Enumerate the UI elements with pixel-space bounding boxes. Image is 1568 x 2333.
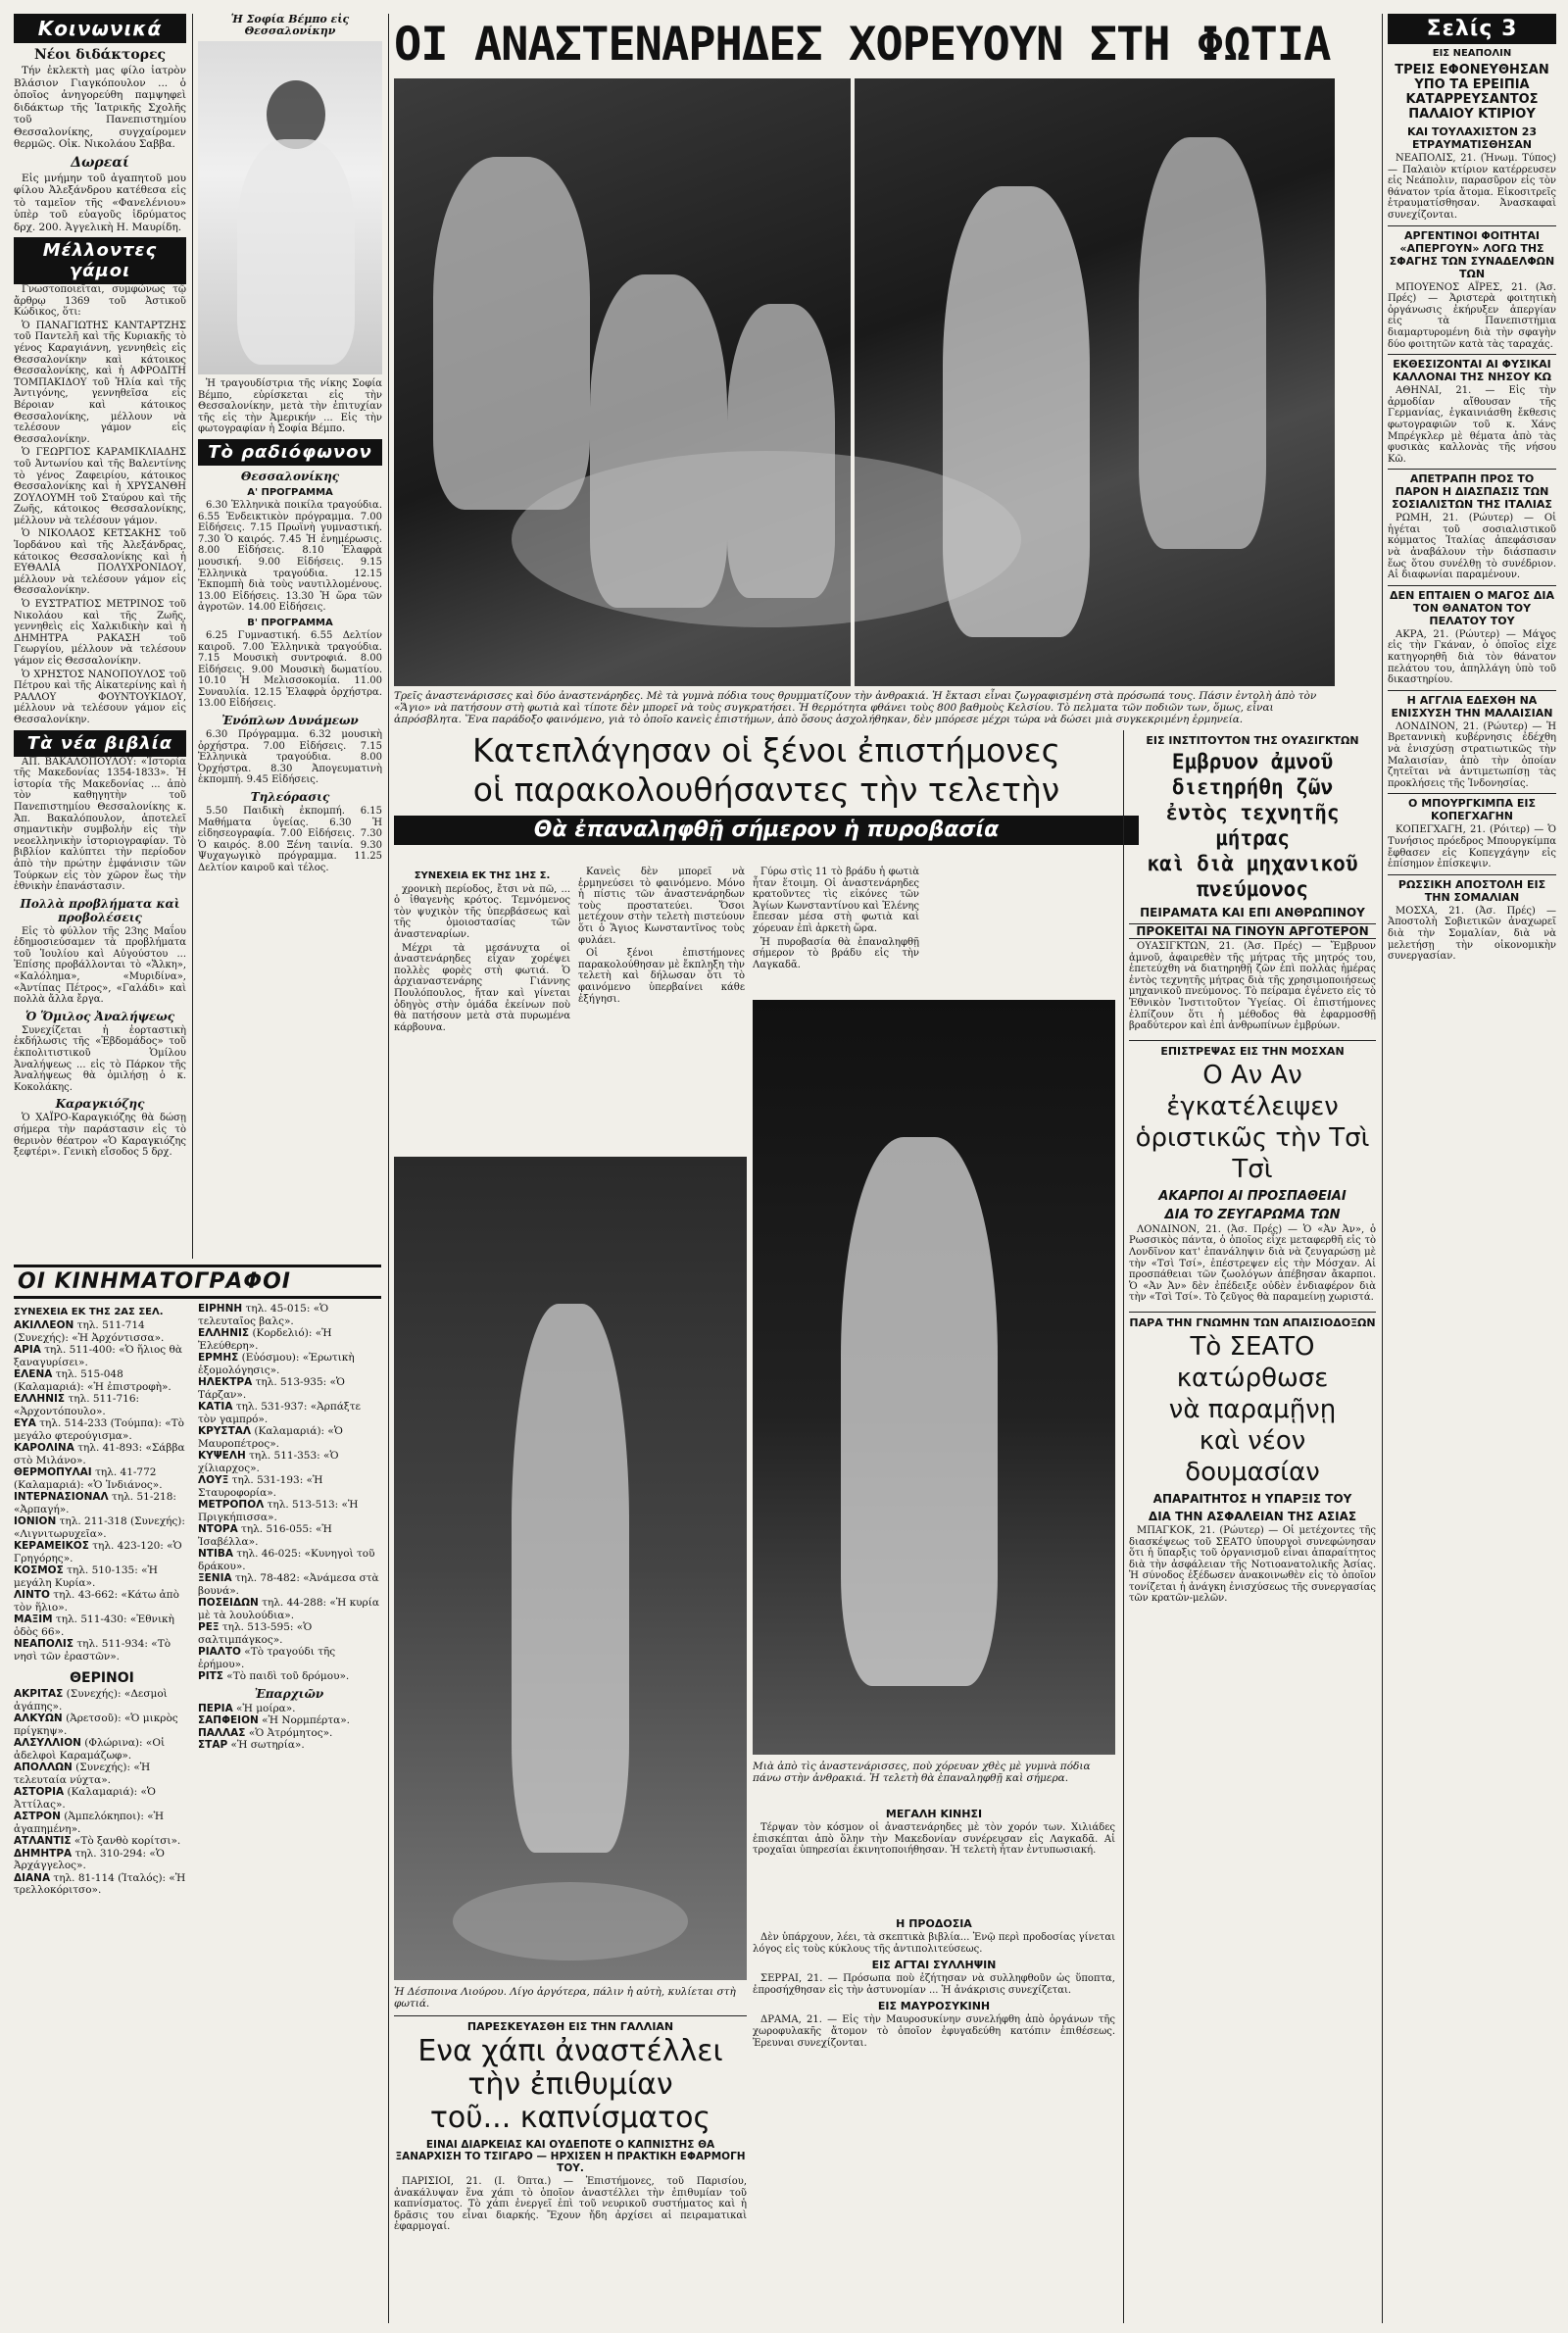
cinema-info: τηλ. 531-937: «Ἀρπάξτε τὸν γαμπρό». [198, 1401, 361, 1425]
vembo-photo [198, 41, 382, 374]
photo-2-caption: Ἡ Δέσποινα Λιούρου. Λίγο ἀργότερα, πάλιν ἡ αὐτὴ, κυλίεται στὴ φωτιά. [394, 1986, 736, 2010]
cinema-name: ΚΟΣΜΟΣ [14, 1564, 64, 1576]
cinema-name: ΛΙΝΤΟ [14, 1589, 50, 1601]
cinema-name: ΙΟΝΙΟΝ [14, 1515, 57, 1527]
pill-headline-2: τὴν ἐπιθυμίαν [467, 2067, 673, 2102]
cinema-listing [14, 1442, 190, 1466]
cinema-name: ΚΕΡΑΜΕΙΚΟΣ [14, 1540, 89, 1552]
cinema-listing [198, 1597, 380, 1621]
cinema-listing [198, 1523, 380, 1548]
cinema-info: τηλ. 44-288: «Ἡ κυρία μὲ τὰ λουλούδια». [198, 1597, 379, 1621]
cinema-list-a [14, 1319, 190, 1663]
polla-problimata-title: Πολλὰ προβλήματα καὶ προβολέσεις [20, 896, 180, 924]
cinema-listing [14, 1540, 190, 1564]
cinema-name: ΝΤΙΒΑ [198, 1548, 233, 1560]
cinema-name: ΚΑΡΟΛΙΝΑ [14, 1442, 74, 1454]
cinema-listing [198, 1714, 380, 1727]
cinema-name: ΠΕΡΙΑ [198, 1702, 233, 1714]
cinema-info: (Κορδελιό): «Ἡ Ἐλεύθερη». [198, 1327, 332, 1352]
cinema-info: τηλ. 211-318 (Συνεχής): «Λιγνιτωρυχεῖα». [14, 1515, 185, 1540]
kinimatografoi-header: ΟΙ ΚΙΝΗΜΑΤΟΓΡΑΦΟΙ [14, 1265, 381, 1299]
cinema-name: ΕΛΛΗΝΙΣ [198, 1327, 250, 1339]
cinema-name: ΑΚΙΛΛΕΟΝ [14, 1319, 74, 1331]
dorea-text: Εἰς μνήμην τοῦ ἀγαπητοῦ μου φίλου Ἀλεξάνδρου κατέθεσα εἰς τὸ ταμεῖον τῆς «Φανελένιου» ὑπὲρ τοῦ εὐαγοῦς ἱδρύματος δρχ. 200. Ἀγγελικὴ Η. Μαυρίδη. [14, 172, 186, 233]
ekthesis-headline: ΕΚΘΕΣΙΖΟΝΤΑΙ ΑΙ ΦΥΣΙΚΑΙ ΚΑΛΛΟΝΑΙ ΤΗΣ ΝΗΣΟΥ ΚΩ [1388, 354, 1556, 383]
cinema-info: τηλ. 511-934: «Τὸ νησὶ τῶν ἐραστῶν». [14, 1638, 172, 1663]
therinoi-title: ΘΕΡΙΝΟΙ [70, 1670, 134, 1686]
firewalk-photo-3 [753, 1000, 1115, 1755]
cinema-name: ΑΚΡΙΤΑΣ [14, 1688, 64, 1700]
italy-headline: ΑΠΕΤΡΑΠΗ ΠΡΟΣ ΤΟ ΠΑΡΟΝ Η ΔΙΑΣΠΑΣΙΣ ΤΩΝ ΣΟΣΙΑΛΙΣΤΩΝ ΤΗΣ ΙΤΑΛΙΑΣ [1388, 469, 1556, 511]
dynameon-title: Ἐνόπλων Δυνάμεων [221, 714, 359, 728]
seato-headline-2: νὰ παραμῇνῃ [1168, 1394, 1337, 1424]
cinema-info: τηλ. 511-353: «Ὁ χίλιαρχος». [198, 1450, 339, 1474]
cinema-listing [198, 1572, 380, 1597]
col2 [198, 14, 382, 1259]
radio-program-b-text: 6.25 Γυμναστική. 6.55 Δελτίον καιροῦ. 7.00 Ἑλληνικὰ τραγούδια. 7.15 Μουσικὴ συντροφιά. 8.00 Εἰδήσεις. 9.00 Μουσικὴ δωματίου. 10.10 Ἡ Μελισσοκομία. 11.00 Συναυλία. 12.15 Ἐλαφρὰ ὀρχήστρα. 13.00 Εἰδήσεις. [198, 629, 382, 710]
cinema-listing [198, 1670, 380, 1683]
pill-kicker: ΠΑΡΕΣΚΕΥΑΣΘΗ ΕΙΣ ΤΗΝ ΓΑΛΛΙΑΝ [466, 2020, 674, 2033]
cinema-info: τηλ. 516-055: «Ἡ Ἰσαβέλλα». [198, 1523, 332, 1548]
radio-header: Τὸ ραδιόφωνον [198, 439, 382, 466]
cinema-info: «Τὸ ξανθὸ κορίτσι». [74, 1835, 181, 1847]
cinema-info: τηλ. 51-218: «Ἀρπαγή». [14, 1491, 176, 1515]
cinema-info: τηλ. 515-048 (Καλαμαριά): «Ἡ ἐπιστροφὴ». [14, 1368, 172, 1393]
cinema-info: «Ἡ Νορμπέρτα». [262, 1714, 351, 1726]
cinema-list-b [198, 1303, 380, 1683]
cinema-info: τηλ. 531-193: «Ἡ Σταυροφορία». [198, 1474, 323, 1499]
col5 [1129, 730, 1376, 2323]
omilos-text: Συνεχίζεται ἡ ἑορταστικὴ ἐκδήλωσις τῆς «Ἑβδομάδος» τοῦ ἐκπολιτιστικοῦ Ὁμίλου Ἀναλήψεως ... εἰς τὸ Πάρκον τῆς Ἀναλήψεως θὰ ὁμιλήσῃ ὁ κ. Κοκολάκης. [14, 1024, 186, 1093]
napoli-text: ΝΕΑΠΟΛΙΣ, 21. (Ἡνωμ. Τύπος) — Παλαιὸν κτίριον κατέρρευσεν εἰς Νεάπολιν, παρασῦρον εἰς τὸν θάνατον τρία ἄτομα. Εἰκοσιτρεῖς ἐτραυματίσθησαν. Ἀνασκαφαὶ συνεχίζονται. [1388, 153, 1556, 221]
cinema-listing [14, 1368, 190, 1393]
cinema-info: τηλ. 81-114 (Ἰταλός): «Ἡ τρελλοκόριτσο». [14, 1871, 186, 1896]
cinema-listing [14, 1466, 190, 1491]
neoi-didaktores-title: Νέοι διδάκτορες [33, 47, 167, 63]
prodosia-text: Δὲν ὑπάρχουν, λέει, τὰ σκεπτικὰ βιβλία... Ἐνῷ περὶ προδοσίας γίνεται λόγος εἰς τοὺς κύκλους τῆς ἀντιπολιτεύσεως. [753, 1932, 1115, 1955]
polla-problimata-text: Εἰς τὸ φύλλον τῆς 23ης Μαΐου ἐδημοσιεύσαμεν τὰ προβλήματα τοῦ Ἰουλίου καὶ Αὐγούστου ... Ἐπίσης προβάλλονται τὸ «Ἄλκη», «Καλόλημα», «Μυριδίνα», «Ἀντίπας Πέτρος», «Γαλάδι» καὶ πολλὰ ἄλλα ἔργα. [14, 925, 186, 1006]
right-column [1388, 14, 1556, 2323]
firewalk-photo-2 [394, 1157, 747, 1980]
cinema-name: ΜΑΞΙΜ [14, 1613, 53, 1625]
cinema-listing [14, 1589, 190, 1613]
cinema-name: ΚΡΥΣΤΑΛ [198, 1425, 252, 1437]
cinema-name: ΛΟΥΞ [198, 1474, 229, 1486]
cinema-list-therinoi [14, 1688, 190, 1897]
page-badge: Σελίς 3 [1388, 14, 1556, 44]
cinema-listing [198, 1352, 380, 1376]
cinema-listing [14, 1613, 190, 1638]
cinema-info: (Συνεχής): «Ἡ τελευταία νύχτα». [14, 1762, 151, 1786]
cinema-listing [198, 1450, 380, 1474]
moscow-text: ΛΟΝΔΙΝΟΝ, 21. (Ἀσ. Πρές) — Ὁ «Ἀν Ἀν», ὁ Ρωσσικὸς πάντα, ὁ ὁποῖος εἶχε μεταφερθῆ εἰς τὸ Λονδῖνον κατ' ἐπανάληψιν διὰ νὰ ζευγαρώσῃ μὲ τὴν «Τσὶ Τσί», ἐπέστρεψεν εἰς τὴν Μόσχαν. Αἱ προσπάθειαι τῶν ζωολόγων ἀπέβησαν ἄκαρποι. Ὁ «Ἀν Ἀν» δὲν ἐπέδειξε οὐδὲν ἐνδιαφέρον διὰ τὴν «Τσὶ Τσί». Τὸ ζεῦγος θὰ παραμείνῃ χωριστά. [1129, 1223, 1376, 1304]
cinema-listing [14, 1713, 190, 1737]
cinema-listing [14, 1515, 190, 1540]
italy-text: ΡΩΜΗ, 21. (Ρώυτερ) — Οἱ ἡγέται τοῦ σοσιαλιστικοῦ κόμματος Ἰταλίας ἀπεφάσισαν νὰ ἀναβάλουν τὴν διάσπασιν ἕως ὅτου συνέλθῃ τὸ συνέδριον. Αἱ διαφωνίαι παραμένουν. [1388, 513, 1556, 581]
seato-kicker: ΠΑΡΑ ΤΗΝ ΓΝΩΜΗΝ ΤΩΝ ΑΠΑΙΣΙΟΔΟΞΩΝ [1129, 1312, 1376, 1329]
firewalk-article-col3: Γύρω στὶς 11 τὸ βράδυ ἡ φωτιὰ ἦταν ἕτοιμη. Οἱ ἀναστενάρηδες κρατοῦντες τὶς εἰκόνες τῶν Ἁγίων Κωνσταντίνου καὶ Ἑλένης ἔπεσαν μέσα στὴ φωτιὰ καὶ χόρευαν ἐπὶ ἀρκετὴ ὥρα. Ἡ πυροβασία θὰ ἐπαναληφθῇ σήμερον τὸ βράδυ εἰς τὴν Λαγκαδᾶ. [753, 867, 919, 970]
vembo-caption: Ἡ τραγουδίστρια τῆς νίκης Σοφία Βέμπο, εὑρίσκεται εἰς τὴν Θεσσαλονίκην, μετὰ τὴν ἐπιτυχίαν τῆς εἰς τὴν Ἀμερικήν ... Εἰς τὴν φωτογραφίαν ἡ Σοφία Βέμπο. [198, 378, 382, 435]
agtai-text: ΣΕΡΡΑΙ, 21. — Πρόσωπα ποὺ ἐζήτησαν νὰ συλληφθοῦν ὡς ὕποπτα, ἐπροσήχθησαν εἰς τὴν ἀστυνομίαν ... Ἡ ἀνάκρισις συνεχίζεται. [753, 1973, 1115, 1996]
cinema-info: τηλ. 423-120: «Ὁ Γρηγόρης». [14, 1540, 182, 1564]
cinema-listing [14, 1737, 190, 1762]
cinema-listing [198, 1548, 380, 1572]
cinema-info: τηλ. 511-714 (Συνεχής): «Ἡ Ἀρχόντισσα». [14, 1319, 165, 1344]
napoli-sub: ΚΑΙ ΤΟΥΛΑΧΙΣΤΟΝ 23 ΕΤΡΑΥΜΑΤΙΣΘΗΣΑΝ [1406, 125, 1538, 151]
cinema-name: ΑΛΚΥΩΝ [14, 1713, 63, 1724]
cinemas-col-b [198, 1303, 380, 1897]
cinema-info: τηλ. 511-430: «Ἐθνικὴ ὁδὸς 66». [14, 1613, 174, 1638]
cinema-name: ΠΑΛΛΑΣ [198, 1726, 246, 1739]
seato-sub-2: ΔΙΑ ΤΗΝ ΑΣΦΑΛΕΙΑΝ ΤΗΣ ΑΣΙΑΣ [1148, 1509, 1357, 1523]
cinema-info: (Ἀμπελόκηποι): «Ἡ ἀγαπημένη». [14, 1811, 165, 1835]
omilos-title: Ὁ Ὅμιλος Ἀναλήψεως [24, 1009, 174, 1023]
megali-kinisi-text: Τέρψαν τὸν κόσμον οἱ ἀναστενάρηδες μὲ τὸν χορόν των. Χιλιάδες ἐπισκέπται ἀπὸ ὅλην τὴν Μακεδονίαν συνέρευσαν εἰς Λαγκαδᾶ. Αἱ τροχαῖαι ὑπηρεσίαι ἐκινητοποιήθησαν. Ἡ τελετὴ ἦταν ἐντυπωσιακή. [753, 1822, 1115, 1857]
prodosia-title: Η ΠΡΟΔΟΣΙΑ [896, 1917, 972, 1930]
firewalk-continuation: ΣΥΝΕΧΕΙΑ ΕΚ ΤΗΣ 1ΗΣ Σ. [414, 870, 551, 881]
embryo-headline-1: Εμβρυον ἀμνοῦ διετηρήθη ζῶν [1171, 750, 1334, 799]
cinema-listing [198, 1303, 380, 1327]
cinema-info: (Καλαμαριά): «Ὁ Μαυροπέτρος». [198, 1425, 343, 1450]
cinema-info: «Ἡ μοίρα». [236, 1702, 296, 1714]
cinema-info: (Συνεχής): «Δεσμοὶ ἀγάπης». [14, 1688, 168, 1713]
cinema-info: τηλ. 511-716: «Ἀρχοντόπουλο». [14, 1393, 140, 1417]
cinema-name: ΡΙΑΛΤΟ [198, 1646, 241, 1658]
malaysia-headline: Η ΑΓΓΛΙΑ ΕΔΕΧΘΗ ΝΑ ΕΝΙΣΧΥΣΗ ΤΗΝ ΜΑΛΑΙΣΙΑΝ [1388, 690, 1556, 720]
dynameon-text: 6.30 Πρόγραμμα. 6.32 μουσικὴ ὀρχήστρα. 7.00 Εἰδήσεις. 7.15 Ἑλληνικὰ τραγούδια. 8.00 Ὀρχήστρα. 8.30 Ἀπογευματινὴ ἐκπομπή. 9.45 Εἰδήσεις. [198, 729, 382, 786]
cinema-listing [14, 1564, 190, 1589]
russia-headline: ΡΩΣΣΙΚΗ ΑΠΟΣΤΟΛΗ ΕΙΣ ΤΗΝ ΣΟΜΑΛΙΑΝ [1388, 874, 1556, 904]
cinema-info: «Τὸ τραγούδι τῆς ἐρήμου». [198, 1646, 336, 1670]
cinema-name: ΚΑΤΙΑ [198, 1401, 233, 1413]
cinema-name: ΡΙΤΣ [198, 1670, 223, 1682]
moscow-sub-1: ΑΚΑΡΠΟΙ ΑΙ ΠΡΟΣΠΑΘΕΙΑΙ [1158, 1188, 1347, 1204]
karagkiozis-title: Καραγκιόζης [55, 1097, 145, 1112]
cinema-name: ΔΙΑΝΑ [14, 1871, 51, 1884]
mavrosykini-text: ΔΡΑΜΑ, 21. — Εἰς τὴν Μαυροσυκίνην συνελήφθη ἀπὸ ὀργάνων τῆς χωροφυλακῆς ἄτομον τὸ ὁποῖον ἐφυγαδεύθη κατόπιν ἐπιθέσεως. Ἐρευναι συνεχίζονται. [753, 2014, 1115, 2049]
cinema-info: τηλ. 510-135: «Ἡ μεγάλη Κυρία». [14, 1564, 158, 1589]
cinema-listing [14, 1344, 190, 1368]
photo-3-caption: Μιὰ ἀπὸ τὶς ἀναστενάρισσες, ποὺ χόρευαν χθὲς μὲ γυμνὰ πόδια πάνω στὴν ἀνθρακιά. Ἡ τελετὴ θὰ ἐπαναληφθῇ καὶ σήμερα. [753, 1761, 1091, 1784]
cinema-info: (Καλαμαριά): «Ὁ Ἀττίλας». [14, 1786, 156, 1811]
pill-subheadline: ΕΙΝΑΙ ΔΙΑΡΚΕΙΑΣ ΚΑΙ ΟΥΔΕΠΟΤΕ Ο ΚΑΠΝΙΣΤΗΣ ΘΑ ΞΑΝΑΡΧΙΣΗ ΤΟ ΤΣΙΓΑΡΟ — ΗΡΧΙΣΕΝ Η ΠΡΑΚΤΙΚΗ ΕΦΑΡΜΟΓΗ ΤΟΥ. [395, 2139, 746, 2174]
cinema-listing [14, 1762, 190, 1786]
cinema-name: ΜΕΤΡΟΠΟΛ [198, 1499, 265, 1511]
karagkiozis-text: Ὁ ΧΑΪΡΟ-Καραγκιόζης θὰ δώσῃ σήμερα τὴν παράστασιν εἰς τὸ θερινὸν θέατρον «Ὁ Καραγκιόζης ξεφτέρι». Γενικὴ εἴσοδος 5 δρχ. [14, 1113, 186, 1159]
cinema-name: ΚΥΨΕΛΗ [198, 1450, 246, 1462]
cinema-listing [14, 1872, 190, 1897]
embryo-text: ΟΥΑΣΙΓΚΤΩΝ, 21. (Ἀσ. Πρές) — Ἔμβρυον ἀμνοῦ, ἀφαιρεθὲν τῆς μήτρας τῆς μητρός του, ἐπετεύχθη νὰ διατηρηθῇ ζῶν ἐπὶ πολλὰς ἡμέρας ἐντὸς τεχνητῆς μήτρας διὰ τῆς χρησιμοποιήσεως μηχανικοῦ πνεύμονος. Τὸ πείραμα ἐγένετο εἰς τὸ Ἐθνικὸν Ἰνστιτοῦτον Ὑγείας. Οἱ ἐπιστήμονες ἐλπίζουν ὅτι ἡ μέθοδος θὰ ἐφαρμοσθῇ βραδύτερον καὶ ἐπὶ ἀνθρωπίνων ἐμβρύων. [1129, 941, 1376, 1032]
cinema-info: (Ἀρετσοῦ): «Ὁ μικρὸς πρίγκηψ». [14, 1713, 178, 1737]
cinema-info: «Ἡ σωτηρία». [230, 1739, 305, 1751]
cinema-info: «Τὸ παιδὶ τοῦ δρόμου». [226, 1670, 350, 1682]
cinema-listing [14, 1848, 190, 1872]
cinema-listing [198, 1474, 380, 1499]
tileorasis-text: 5.50 Παιδικὴ ἐκπομπή. 6.15 Μαθήματα ὑγείας. 6.30 Ἡ εἰδησεογραφία. 7.00 Εἰδήσεις. 7.30 Ὁ καιρός. 8.00 Ξένη ταινία. 9.30 Ψυχαγωγικὸ πρόγραμμα. 11.25 Δελτίον καιροῦ καὶ τέλος. [198, 806, 382, 873]
cinema-name: ΘΕΡΜΟΠΥΛΑΙ [14, 1466, 92, 1478]
cinema-name: ΑΣΤΟΡΙΑ [14, 1786, 65, 1798]
magos-headline: ΔΕΝ ΕΠΤΑΙΕΝ Ο ΜΑΓΟΣ ΔΙΑ ΤΟΝ ΘΑΝΑΤΟΝ ΤΟΥ ΠΕΛΑΤΟΥ ΤΟΥ [1388, 585, 1556, 627]
scientists-headline-1: Κατεπλάγησαν οἱ ξένοι ἐπιστήμονες [471, 731, 1061, 769]
embryo-headline-3: καὶ διὰ μηχανικοῦ πνεύμονος [1147, 852, 1358, 901]
cinema-name: ΝΕΑΠΟΛΙΣ [14, 1638, 74, 1650]
pill-headline-1: Ενα χάπι ἀναστέλλει [417, 2034, 723, 2068]
magos-text: ΑΚΡΑ, 21. (Ρώυτερ) — Μάγος εἰς τὴν Γκάναν, ὁ ὁποῖος εἶχε κατηγορηθῆ διὰ τὸν θάνατον πελάτου του, ἀπηλλάγη ὑπὸ τοῦ δικαστηρίου. [1388, 628, 1556, 686]
russia-text: ΜΟΣΧΑ, 21. (Ἀσ. Πρές) — Ἀποστολὴ Σοβιετικῶν ἀναχωρεῖ διὰ τὴν Σομαλίαν, διὰ νὰ μελετήσῃ τὴν οἰκονομικὴν συνεργασίαν. [1388, 905, 1556, 963]
cinema-name: ΙΝΤΕΡΝΑΣΙΟΝΑΛ [14, 1491, 109, 1503]
cinema-name: ΑΠΟΛΛΩΝ [14, 1762, 73, 1773]
scientists-headline-2: οἱ παρακολουθήσαντες τὴν τελετὴν [472, 770, 1060, 809]
cinema-name: ΕΛΛΗΝΙΣ [14, 1393, 66, 1405]
cinema-name: ΝΤΟΡΑ [198, 1523, 238, 1535]
cinema-info: «Ὁ Ἀτρόμητος». [248, 1726, 333, 1739]
firewalk-article-col1: ΣΥΝΕΧΕΙΑ ΕΚ ΤΗΣ 1ΗΣ Σ. χρονικὴ περίοδος, ἔτσι νὰ πῶ, ... ὁ ἰθαγενὴς κρότος. Τεμνόμενος τὸν ψυχικὸν τῆς ὑπερβάσεως καὶ τῆς ὁμοιοστασίας τῶν ἀναστεναρίων. Μέχρι τὰ μεσάνυχτα οἱ ἀναστενάρηδες εἶχαν χορέψει πολλὲς φορὲς στὴ φωτιά. Ὁ ἀρχιαναστενάρης Γιάννης Πουλόπουλος, ἤταν καὶ γίνεται ὁδηγὸς στὴν ὁμάδα ἐκείνων ποὺ θὰ πατήσουν μετὰ στὰ πυρωμένα κάρβουνα. [394, 870, 570, 1033]
cinema-info: τηλ. 45-015: «Ὁ τελευταῖος βαλς». [198, 1303, 329, 1327]
cinema-name: ΑΡΙΑ [14, 1344, 41, 1356]
cinema-info: τηλ. 41-893: «Σάββα στὸ Μιλάνο». [14, 1442, 185, 1466]
cinema-name: ΑΛΣΥΛΛΙΟΝ [14, 1737, 81, 1749]
radio-thess: Θεσσαλονίκης [240, 469, 340, 483]
cinema-listing [198, 1703, 380, 1715]
cinema-info: τηλ. 514-233 (Τούμπα): «Τὸ μεγάλο φτερούγισμα». [14, 1417, 184, 1442]
embryo-kicker: ΕΙΣ ΙΝΣΤΙΤΟΥΤΟΝ ΤΗΣ ΟΥΑΣΙΓΚΤΩΝ [1146, 734, 1359, 747]
cinema-name: ΕΛΕΝΑ [14, 1368, 53, 1380]
copenhagen-headline: Ο ΜΠΟΥΡΓΚΙΜΠΑ ΕΙΣ ΚΟΠΕΓΧΑΓΗΝ [1388, 793, 1556, 822]
cinema-name: ΕΡΜΗΣ [198, 1352, 239, 1364]
cinema-listing [198, 1376, 380, 1401]
agtai-story [753, 1913, 1115, 2110]
radio-program-a-text: 6.30 Ἑλληνικὰ ποικίλα τραγούδια. 6.55 Ἐνδεικτικὸν πρόγραμμα. 7.00 Εἰδήσεις. 7.15 Πρωϊνὴ γυμναστική. 7.30 Ὁ καιρός. 7.45 Ἡ ἐνημέρωσις. 8.00 Εἰδήσεις. 8.10 Ἐλαφρὰ μουσική. 9.00 Εἰδήσεις. 9.15 Ἑλληνικὰ τραγούδια. 12.15 Ἐκπομπὴ διὰ τοὺς ναυτιλλομένους. 13.00 Εἰδήσεις. 13.30 Ἡ ὥρα τῶν ἀγροτῶν. 14.00 Εἰδήσεις. [198, 499, 382, 614]
firewalk-photo-main [394, 78, 1335, 686]
cinema-name: ΗΛΕΚΤΡΑ [198, 1376, 253, 1388]
eparchion-title: Ἐπαρχιῶν [254, 1686, 324, 1701]
argentina-text: ΜΠΟΥΕΝΟΣ ΑΪΡΕΣ, 21. (Ἀσ. Πρές) — Ἀριστερὰ φοιτητικὴ ὀργάνωσις ἐκήρυξεν ἀπεργίαν εἰς τὰ Πανεπιστήμια διαμαρτυρομένη διὰ τὴν σφαγὴν δύο φοιτητῶν κατὰ τὰς ταραχάς. [1388, 281, 1556, 350]
divider [388, 14, 389, 2323]
scientists-headline [394, 731, 1139, 859]
argentina-headline: ΑΡΓΕΝΤΙΝΟΙ ΦΟΙΤΗΤΑΙ «ΑΠΕΡΓΟΥΝ» ΛΟΓΩ ΤΗΣ ΣΦΑΓΗΣ ΤΩΝ ΣΥΝΑΔΕΛΦΩΝ ΤΩΝ [1388, 225, 1556, 280]
cinema-listing [14, 1688, 190, 1713]
cinema-listing [198, 1739, 380, 1752]
firewalk-photo-caption: Τρεῖς ἀναστενάρισσες καὶ δύο ἀναστενάρηδες. Μὲ τὰ γυμνὰ πόδια τους θρυμματίζουν τὴν ἀνθρακιά. Ἡ ἔκτασι εἶναι ζωγραφισμένη στὰ πρόσωπά τους. Πάσιν ἐντολὴ ἀπὸ τὸν «Ἅγιο» νὰ πατήσουν στὴ φωτιὰ καὶ τίποτε δὲν μπορεῖ νὰ τοὺς συγκρατήσει. Ἡ θερμότητα φθάνει τοὺς 800 βαθμοὺς Κελσίου. Τὸ πελματα τῶν ποδιῶν των, ὅμως, εἶναι ἀπρόσβλητα. Ἕνα παράδοξο φαινόμενο, γιὰ τὸ ὁποῖο κανεὶς ἐπιστήμων, ἀπὸ ὅσους ἀσχολήθηκαν, δὲν μπόρεσε μέχρι τώρα νὰ δώσει μιὰ συγκεκριμένη ἑρμηνεία. [394, 690, 1317, 725]
cinema-info: τηλ. 41-772 (Καλαμαριά): «Ὁ Ἰνδιάνος». [14, 1466, 163, 1491]
cinema-name: ΞΕΝΙΑ [198, 1572, 232, 1584]
cinema-listing [198, 1401, 380, 1425]
divider [192, 14, 193, 1259]
megali-kinisi [753, 1804, 1115, 1911]
cinema-info: τηλ. 513-935: «Ὁ Τάρζαν». [198, 1376, 345, 1401]
cinema-name: ΣΑΠΦΕΙΟΝ [198, 1714, 259, 1726]
cinema-listing [14, 1393, 190, 1417]
moscow-sub-2: ΔΙΑ ΤΟ ΖΕΥΓΑΡΩΜΑ ΤΩΝ [1164, 1207, 1341, 1222]
vembo-photo-title: Ἡ Σοφία Βέμπο εἰς Θεσσαλονίκην [230, 13, 350, 37]
radio-program-b: Β' ΠΡΟΓΡΑΜΜΑ [247, 617, 333, 628]
cinema-name: ΕΥΑ [14, 1417, 36, 1429]
cinema-list-eparchion [198, 1703, 380, 1752]
cinema-listing [198, 1621, 380, 1646]
cinema-listing [14, 1835, 190, 1848]
cinema-name: ΡΕΞ [198, 1621, 220, 1633]
cinema-name: ΣΤΑΡ [198, 1739, 228, 1751]
dorea-title: Δωρεαί [71, 154, 129, 171]
cinema-listing [14, 1417, 190, 1442]
tileorasis-title: Τηλεόρασις [250, 790, 330, 805]
napoli-headline: ΤΡΕΙΣ ΕΦΟΝΕΥΘΗΣΑΝ ΥΠΟ ΤΑ ΕΡΕΙΠΙΑ ΚΑΤΑΡΡΕΥΣΑΝΤΟΣ ΠΑΛΑΙΟΥ ΚΤΙΡΙΟΥ [1395, 63, 1549, 122]
cinema-listing [198, 1499, 380, 1523]
napoli-title: ΕΙΣ ΝΕΑΠΟΛΙΝ [1432, 48, 1512, 59]
cinema-listing [198, 1646, 380, 1670]
copenhagen-text: ΚΟΠΕΓΧΑΓΗ, 21. (Ρόιτερ) — Ὁ Τυνήσιος πρόεδρος Μπουργκίμπα ἔφθασεν εἰς Κοπεγχάγην εἰς ἐπίσημον ἐπίσκεψιν. [1388, 824, 1556, 870]
neoi-didaktores-text: Τήν ἐκλεκτὴ μας φίλο ἰατρὸν Βλάσιον Γιαγκόπουλον ... ὁ ὁποῖος ἀνηγορεύθη παμψηφεὶ διδάκτωρ τῆς Ἰατρικῆς Σχολῆς τοῦ Πανεπιστημίου Θεσσαλονίκης, συγχαίρομεν θερμῶς. Οἰκ. Νικολάου Σαββα. [14, 65, 186, 150]
cinema-name: ΑΣΤΡΟΝ [14, 1811, 61, 1822]
radio-program-a: Α' ΠΡΟΓΡΑΜΜΑ [247, 486, 333, 498]
embryo-sub-2: ΠΡΟΚΕΙΤΑΙ ΝΑ ΓΙΝΟΥΝ ΑΡΓΟΤΕΡΟΝ [1129, 923, 1376, 939]
seato-text: ΜΠΑΓΚΟΚ, 21. (Ρώυτερ) — Οἱ μετέχοντες τῆς διασκέψεως τοῦ ΣΕΑΤΟ ὑπουργοὶ συνεφώνησαν ὅτι ἡ ὕπαρξις τοῦ ὀργανισμοῦ εἶναι ἀπαραίτητος διὰ τὴν ἀσφάλειαν τῆς Νοτιοανατολικῆς Ἀσίας. Ἡ σύνοδος ἐξέδωσεν ἀνακοινωθὲν εἰς τὸ ὁποῖον τονίζεται ἡ ἀνάγκη ἐνισχύσεως τῆς συνεργασίας τῶν κρατῶν-μελῶν. [1129, 1524, 1376, 1605]
divider [1123, 730, 1124, 2323]
divider [1382, 14, 1383, 2323]
cinema-listing [198, 1327, 380, 1352]
seato-headline-3: καὶ νέον δουμασίαν [1185, 1425, 1320, 1487]
cinema-listing [198, 1727, 380, 1740]
moscow-kicker: ΕΠΙΣΤΡΕΨΑΣ ΕΙΣ ΤΗΝ ΜΟΣΧΑΝ [1129, 1040, 1376, 1058]
main-headline: ΟΙ ΑΝΑΣΤΕΝΑΡΗΔΕΣ ΧΟΡΕΥΟΥΝ ΣΤΗ ΦΩΤΙΑ [394, 18, 1331, 72]
cinema-listing [14, 1811, 190, 1835]
megali-kinisi-title: ΜΕΓΑΛΗ ΚΙΝΗΣΙ [885, 1808, 983, 1820]
moscow-headline-1: Ο Αν Αν ἐγκατέλειψεν [1166, 1060, 1339, 1121]
cinema-info: τηλ. 511-400: «Ὁ ἥλιος θὰ ξαναγυρίσει». [14, 1344, 182, 1368]
agtai-title: ΕΙΣ ΑΓΤΑΙ ΣΥΛΛΗΨΙΝ [871, 1959, 997, 1972]
pill-text: ΠΑΡΙΣΙΟΙ, 21. (Ι. Όπτα.) — Ἐπιστήμονες, τοῦ Παρισίου, ἀνακάλυψαν ἕνα χάπι τὸ ὁποῖον ἀναστέλλει τὴν ἐπιθυμίαν τοῦ καπνίσματος. Τὸ χάπι ἐνεργεῖ ἐπὶ τοῦ νευρικοῦ συστήματος καὶ ἡ δρᾶσις του εἶναι διαρκής. Ἔχουν ἤδη ἀρχίσει αἱ πειραματικαὶ ἐφαρμογαί. [394, 2176, 747, 2233]
embryo-sub-1: ΠΕΙΡΑΜΑΤΑ ΚΑΙ ΕΠΙ ΑΝΘΡΩΠΙΝΟΥ [1140, 906, 1365, 919]
firewalk-article-col2: Κανεὶς δὲν μπορεῖ νὰ ἑρμηνεύσει τὸ φαινόμενο. Μόνο ἡ πίστις τῶν ἀναστενάρηδων τοὺς προστατεύει. Ὅσοι μετέχουν στὴν τελετὴ πιστεύουν ὅτι ὁ Ἅγιος Κωνσταντῖνος τοὺς φυλάει. Οἱ ξένοι ἐπιστήμονες παρακολούθησαν μὲ ἔκπληξη τὴν τελετὴ καὶ δήλωσαν ὅτι τὸ φαινόμενο ὑπερβαίνει κάθε ἐξήγησι. [578, 867, 745, 1005]
cinema-info: τηλ. 43-662: «Κάτω ἀπὸ τὸν ἥλιο». [14, 1589, 179, 1613]
cinema-listing [14, 1491, 190, 1515]
kinimatografoi-block [14, 1265, 381, 2323]
cinema-info: (Φλώρινα): «Οἱ ἀδελφοὶ Καραμάζωφ». [14, 1737, 166, 1762]
nea-biblia-header: Τὰ νέα βιβλία [14, 730, 186, 757]
cinema-info: τηλ. 310-294: «Ὁ Ἀρχάγγελος». [14, 1847, 165, 1871]
cinema-listing [198, 1425, 380, 1450]
gamoi-text: Γνωστοποιεῖται, συμφώνως τῷ ἄρθρῳ 1369 τοῦ Ἀστικοῦ Κώδικος, ὅτι: Ὁ ΠΑΝΑΓΙΩΤΗΣ ΚΑΝΤΑΡΤΖΗΣ τοῦ Παντελῆ καὶ τῆς Κυριακῆς τὸ γένος Καραγιάννη, γεννηθεὶς εἰς Θεσσαλονίκην καὶ κάτοικος Θεσσαλονίκης, καὶ ἡ ΑΦΡΟΔΙΤΗ ΤΟΜΠΑΚΙΔΟΥ τοῦ Ἠλία καὶ τῆς Ἀντιγόνης, γεννηθεῖσα εἰς Βέροιαν καὶ κάτοικος Θεσσαλονίκης, μέλλουν νὰ τελέσουν γάμον εἰς Θεσσαλονίκην. Ὁ ΓΕΩΡΓΙΟΣ ΚΑΡΑΜΙΚΛΙΑΔΗΣ τοῦ Ἀντωνίου καὶ τῆς Βαλεντίνης τὸ γένος Ζαφειρίου, κάτοικος Θεσσαλονίκης καὶ ἡ ΧΡΥΣΑΝΘΗ ΖΟΥΛΟΥΜΗ τοῦ Σταύρου καὶ τῆς Ζωῆς, κάτοικος Θεσσαλονίκης, μέλλουν νὰ τελέσουν γάμον. Ὁ ΝΙΚΟΛΑΟΣ ΚΕΤΣΑΚΗΣ τοῦ Ἰορδάνου καὶ τῆς Ἀλεξάνδρας, κάτοικος Θεσσαλονίκης καὶ ἡ ΕΥΘΑΛΙΑ ΠΟΛΥΧΡΟΝΙΔΟΥ, μέλλουν νὰ τελέσουν γάμον εἰς Θεσσαλονίκην. Ὁ ΕΥΣΤΡΑΤΙΟΣ ΜΕΤΡΙΝΟΣ τοῦ Νικολάου καὶ τῆς Ζωῆς, γεννηθεὶς εἰς Χαλκιδικὴν καὶ ἡ ΔΗΜΗΤΡΑ ΡΑΚΑΣΗ τοῦ Γεωργίου, μέλλουν νὰ τελέσουν γάμον εἰς Θεσσαλονίκην. Ὁ ΧΡΗΣΤΟΣ ΝΑΝΟΠΟΥΛΟΣ τοῦ Πέτρου καὶ τῆς Αἰκατερίνης καὶ ἡ ΡΑΛΛΟΥ ΦΟΥΝΤΟΥΚΙΔΟΥ, μέλλουν νὰ τελέσουν γάμον εἰς Θεσσαλονίκην. [14, 284, 186, 725]
cinema-info: τηλ. 78-482: «Ἀνάμεσα στὰ βουνά». [198, 1572, 379, 1597]
pill-headline-3: τοῦ... καπνίσματος [429, 2101, 711, 2135]
cinema-name: ΑΤΛΑΝΤΙΣ [14, 1835, 72, 1847]
moscow-headline-2: ὁριστικῶς τὴν Τσὶ Τσὶ [1135, 1122, 1370, 1184]
cinema-name: ΠΟΣΕΙΔΩΝ [198, 1597, 259, 1609]
malaysia-text: ΛΟΝΔΙΝΟΝ, 21. (Ρώυτερ) — Ἡ Βρεταννικὴ κυβέρνησις ἐδέχθη νὰ ἐνισχύσῃ στρατιωτικῶς τὴν Μαλαισίαν, ἀπὸ τὴν ὁποίαν ζητεῖται νὰ ἀντιμετωπίσῃ τὰς προκλήσεις τῆς Ἰνδονησίας. [1388, 720, 1556, 789]
cinema-listing [14, 1319, 190, 1344]
cinema-name: ΕΙΡΗΝΗ [198, 1303, 243, 1315]
seato-sub-1: ΑΠΑΡΑΙΤΗΤΟΣ Η ΥΠΑΡΞΙΣ ΤΟΥ [1152, 1491, 1352, 1506]
scientists-subheadline: Θὰ ἐπαναληφθῇ σήμερον ἡ πυροβασία [394, 816, 1139, 845]
pill-story [394, 2015, 747, 2324]
cinemas-col-a [14, 1303, 190, 1897]
cinema-info: τηλ. 513-595: «Ὁ σαλτιμπάγκος». [198, 1621, 313, 1646]
cinema-info: τηλ. 46-025: «Κυνηγοὶ τοῦ δράκου». [198, 1548, 375, 1572]
nea-biblia-text: ΑΠ. ΒΑΚΑΛΟΠΟΥΛΟΥ: «Ἱστορία τῆς Μακεδονίας 1354-1833». Ἡ ἱστορία τῆς Μακεδονίας ... ἀπὸ τὸν καθηγητὴν τοῦ Πανεπιστημίου Θεσσαλονίκης κ. Ἀπ. Βακαλόπουλον, ἀποτελεῖ σημαντικὴν συμβολὴν εἰς τὴν νεοελληνικὴν ἱστοριογραφίαν. Τὸ βιβλίον καλύπτει τὴν περίοδον ἀπὸ τὴν πρώτην ἐμφάνισιν τῶν Τούρκων εἰς τὸν χῶρον ἕως τὴν ἐθνικὴν ἐπανάστασιν. [14, 756, 186, 893]
ekthesis-text: ΑΘΗΝΑΙ, 21. — Εἰς τὴν ἀρμοδίαν αἴθουσαν τῆς Γερμανίας, ἐγκαινιάσθη ἔκθεσις φωτογραφιῶν τοῦ κ. Χάνς Μπρέγκλερ μὲ θέματα ἀπὸ τὰς φυσικὰς καλλονὰς τῆς νήσου Κῶ. [1388, 385, 1556, 465]
cinema-listing [14, 1786, 190, 1811]
mavrosykini-title: ΕΙΣ ΜΑΥΡΟΣΥΚΙΝΗ [877, 2000, 991, 2013]
koinonika-header: Κοινωνικά [14, 14, 186, 43]
cinema-name: ΔΗΜΗΤΡΑ [14, 1847, 73, 1860]
cinema-listing [14, 1638, 190, 1663]
cinema-info: (Εὐόσμου): «Ἐρωτικὴ ἐξομολόγησις». [198, 1352, 355, 1376]
kinim-continuation: ΣΥΝΕΧΕΙΑ ΕΚ ΤΗΣ 2ΑΣ ΣΕΛ. [14, 1307, 164, 1317]
seato-headline-1: Τὸ ΣΕΑΤΟ κατώρθωσε [1176, 1331, 1329, 1393]
mellontes-gamoi-header: Μέλλοντες γάμοι [14, 237, 186, 284]
embryo-headline-2: ἐντὸς τεχνητῆς μήτρας [1165, 801, 1340, 850]
cinema-info: τηλ. 513-513: «Ἡ Πριγκήπισσα». [198, 1499, 359, 1523]
